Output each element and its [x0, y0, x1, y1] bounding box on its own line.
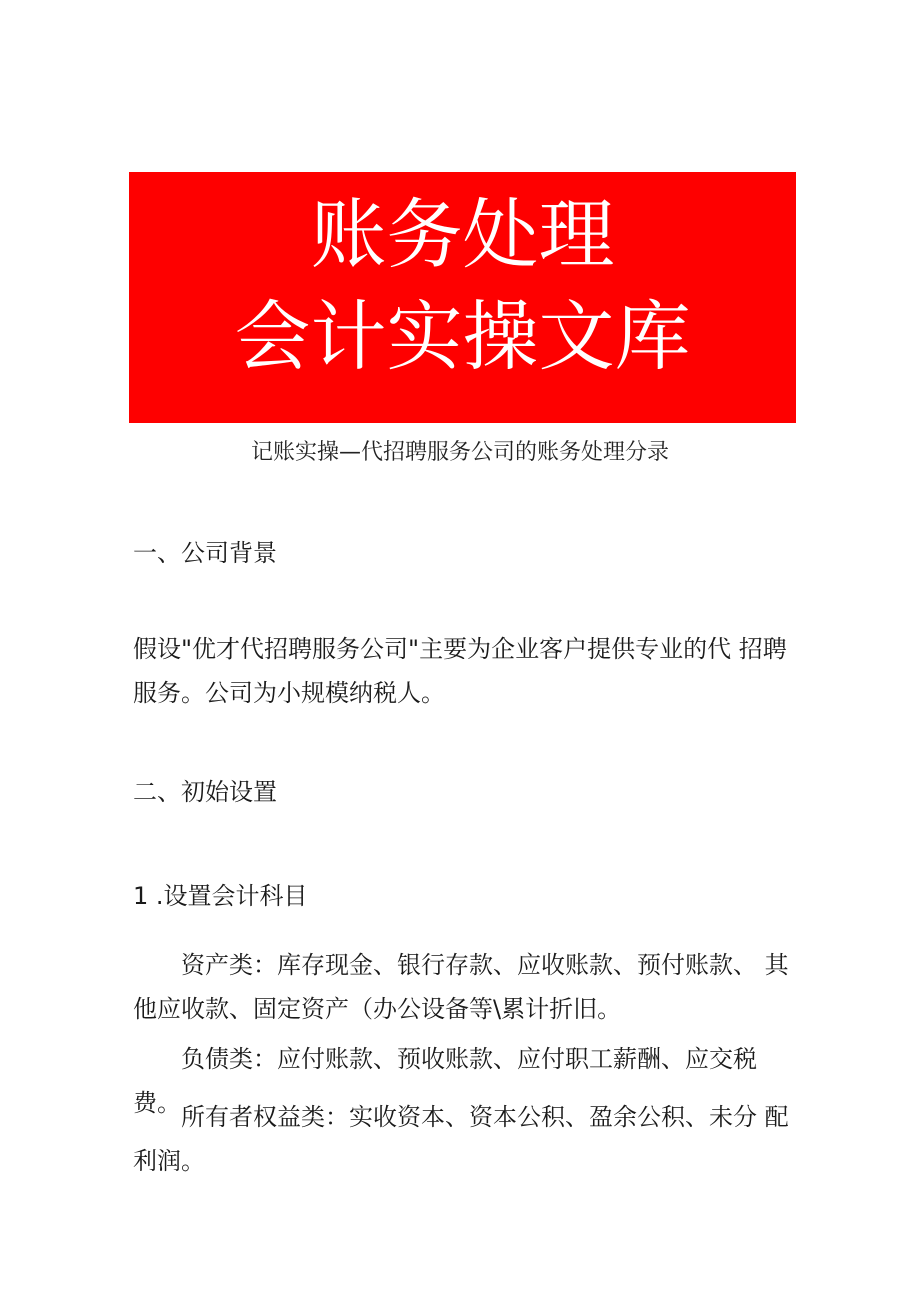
assets-paragraph: 资产类：库存现金、银行存款、应收账款、预付账款、 其他应收款、固定资产（办公设备等\累计折旧。 — [133, 951, 789, 1023]
section-heading-background: 一、公司背景 — [133, 539, 277, 567]
liabilities-paragraph: 负债类：应付账款、预收账款、应付职工薪酬、应交税 费。 — [133, 1045, 757, 1117]
equity-paragraph: 所有者权益类：实收资本、资本公积、盈余公积、未分 配利润。 — [133, 1103, 789, 1175]
banner-title-line2: 会计实操文库 — [234, 292, 691, 381]
section-heading-initial-setup: 二、初始设置 — [133, 778, 277, 806]
subheading-accounts: 1 .设置会计科目 — [133, 882, 308, 910]
document-subtitle: 记账实操—代招聘服务公司的账务处理分录 — [250, 440, 669, 465]
title-banner — [129, 172, 796, 423]
banner-title-line1: 账务处理 — [310, 190, 615, 279]
background-paragraph: 假设"优才代招聘服务公司"主要为企业客户提供专业的代 招聘服务。公司为小规模纳税人。 — [133, 635, 787, 707]
